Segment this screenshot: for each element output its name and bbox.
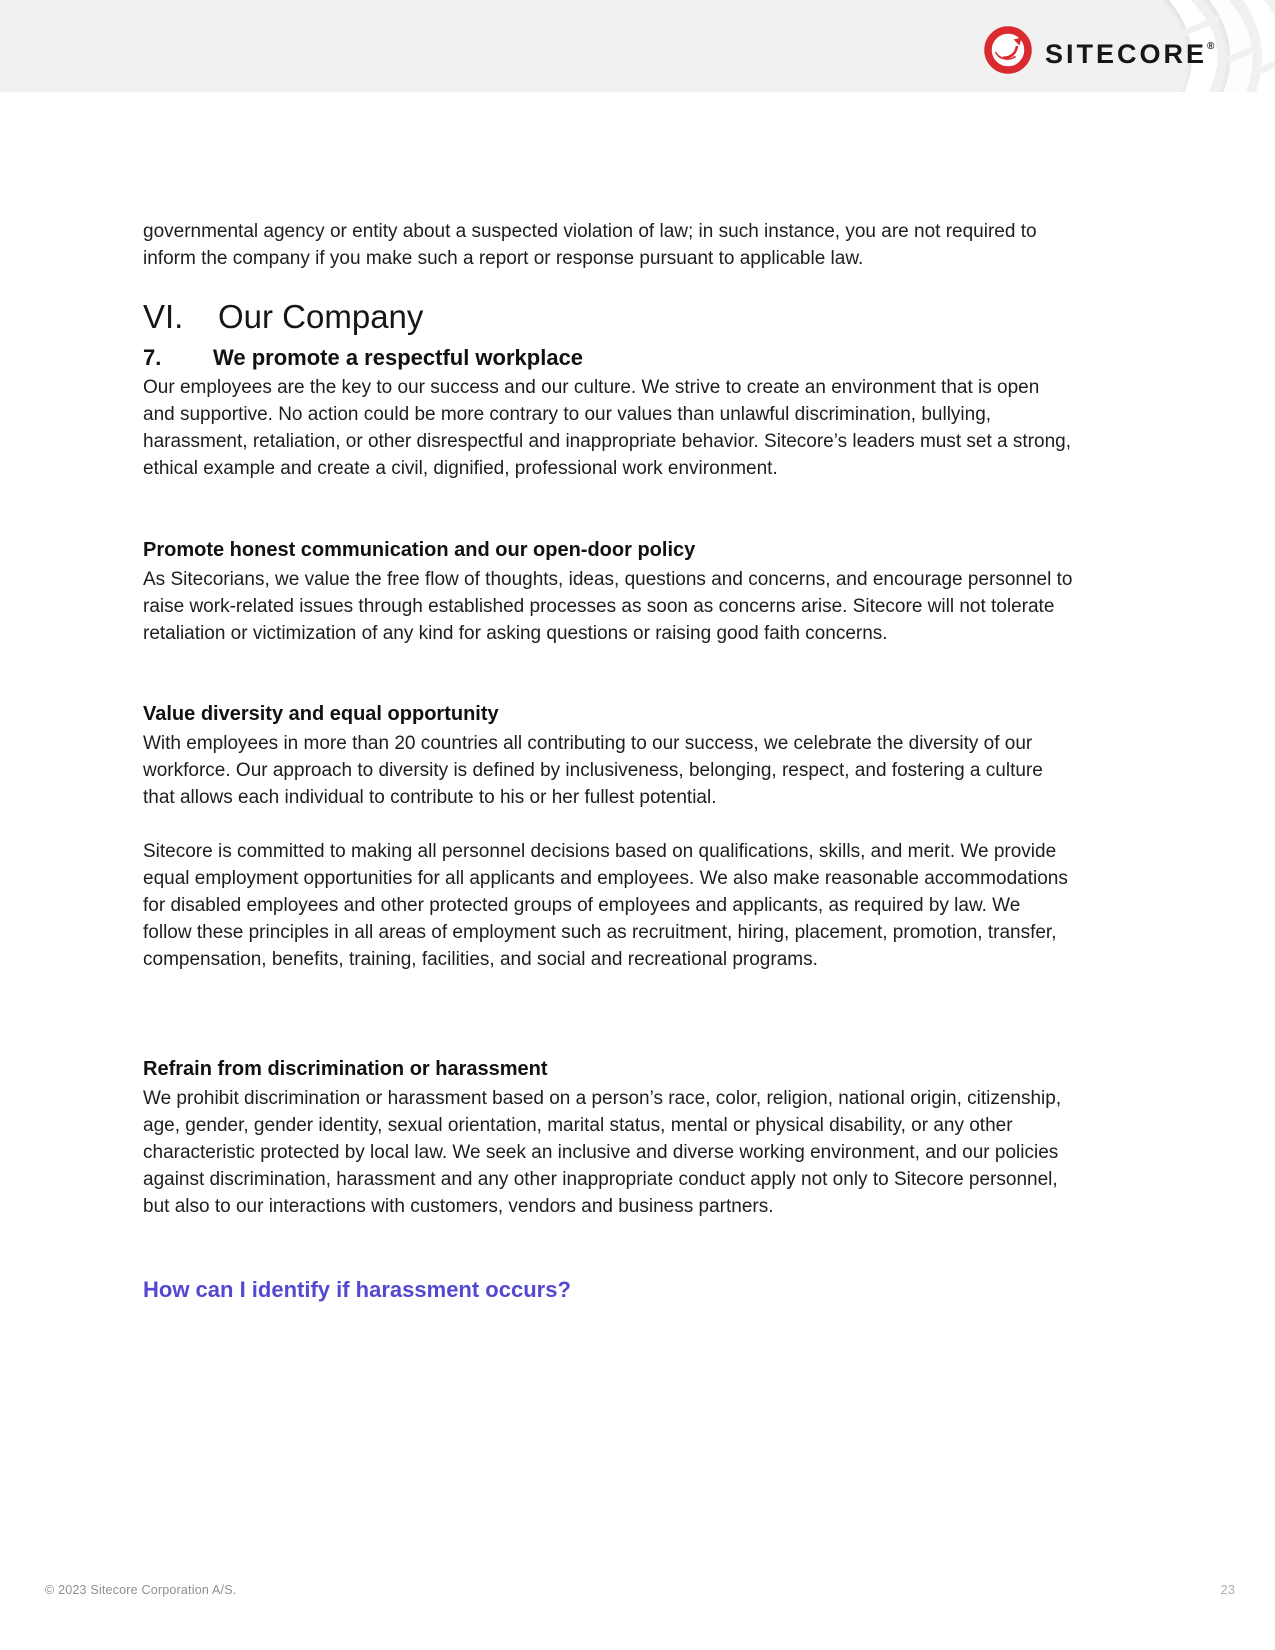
section-title: Our Company xyxy=(218,298,424,335)
discrimination-heading: Refrain from discrimination or harassment xyxy=(143,1058,548,1080)
subsection-paragraph: Our employees are the key to our success and our culture. We strive to create an environment that is open and supportive. No action could be more contrary to our values than unlawful discrimination, bullying, harassment, retaliation, or other disrespectful and inappropriate behavior. Sitecore’s leaders must set a strong, ethical example and create a civil, dignified, professional work environment. xyxy=(143,377,1071,479)
brand-text: SITECORE xyxy=(1045,38,1208,69)
diversity-paragraph-2: Sitecore is committed to making all personnel decisions based on qualifications, skills, and merit. We provide equal employment opportunities for all applicants and employees. We also make reasonable accommodations for disabled employees and other protected groups of employees and applicants, as required by law. We follow these principles in all areas of employment such as recruitment, hiring, placement, promotion, transfer, compensation, benefits, training, facilities, and social and recreational programs. xyxy=(143,841,1068,970)
honest-communication-paragraph: As Sitecorians, we value the free flow of thoughts, ideas, questions and concerns, and encourage personnel to raise work-related issues through established processes as soon as concerns arise. Sitecore will not tolerate retaliation or victimization of any kind for asking questions or raising good faith concerns. xyxy=(143,569,1073,644)
section-number: VI. xyxy=(143,298,184,335)
diversity-paragraph-1: With employees in more than 20 countries all contributing to our success, we celebrate the diversity of our workforce. Our approach to diversity is defined by inclusiveness, belonging, respect, and fostering a culture that allows each individual to contribute to his or her fullest potential. xyxy=(143,733,1043,808)
sitecore-logo xyxy=(984,26,1214,74)
footer-page-number: 23 xyxy=(1220,1582,1235,1597)
subsection-heading xyxy=(143,344,1073,372)
brand-wordmark xyxy=(1045,23,1214,78)
subsection-number: 7. xyxy=(143,345,162,370)
trademark-symbol: ® xyxy=(1207,40,1215,52)
discrimination-paragraph: We prohibit discrimination or harassment based on a person’s race, color, religion, national origin, citizenship, age, gender, gender identity, sexual orientation, marital status, mental or physical disability, or any other characteristic protected by local law. We seek an inclusive and diverse working environment, and our policies against discrimination, harassment and any other inappropriate conduct apply not only to Sitecore personnel, but also to our interactions with customers, vendors and business partners. xyxy=(143,1088,1062,1217)
honest-communication-heading: Promote honest communication and our open-door policy xyxy=(143,539,696,561)
subsection-title: We promote a respectful workplace xyxy=(213,345,584,370)
footer-copyright: © 2023 Sitecore Corporation A/S. xyxy=(45,1583,237,1597)
diversity-heading: Value diversity and equal opportunity xyxy=(143,703,499,725)
intro-paragraph: governmental agency or entity about a suspected violation of law; in such instance, you are not required to inform the company if you make such a report or response pursuant to applicable law. xyxy=(143,221,1037,269)
section-heading xyxy=(143,297,1073,337)
sitecore-logo-icon xyxy=(984,26,1032,74)
harassment-question-heading: How can I identify if harassment occurs? xyxy=(143,1277,571,1302)
header-band xyxy=(0,0,1275,92)
